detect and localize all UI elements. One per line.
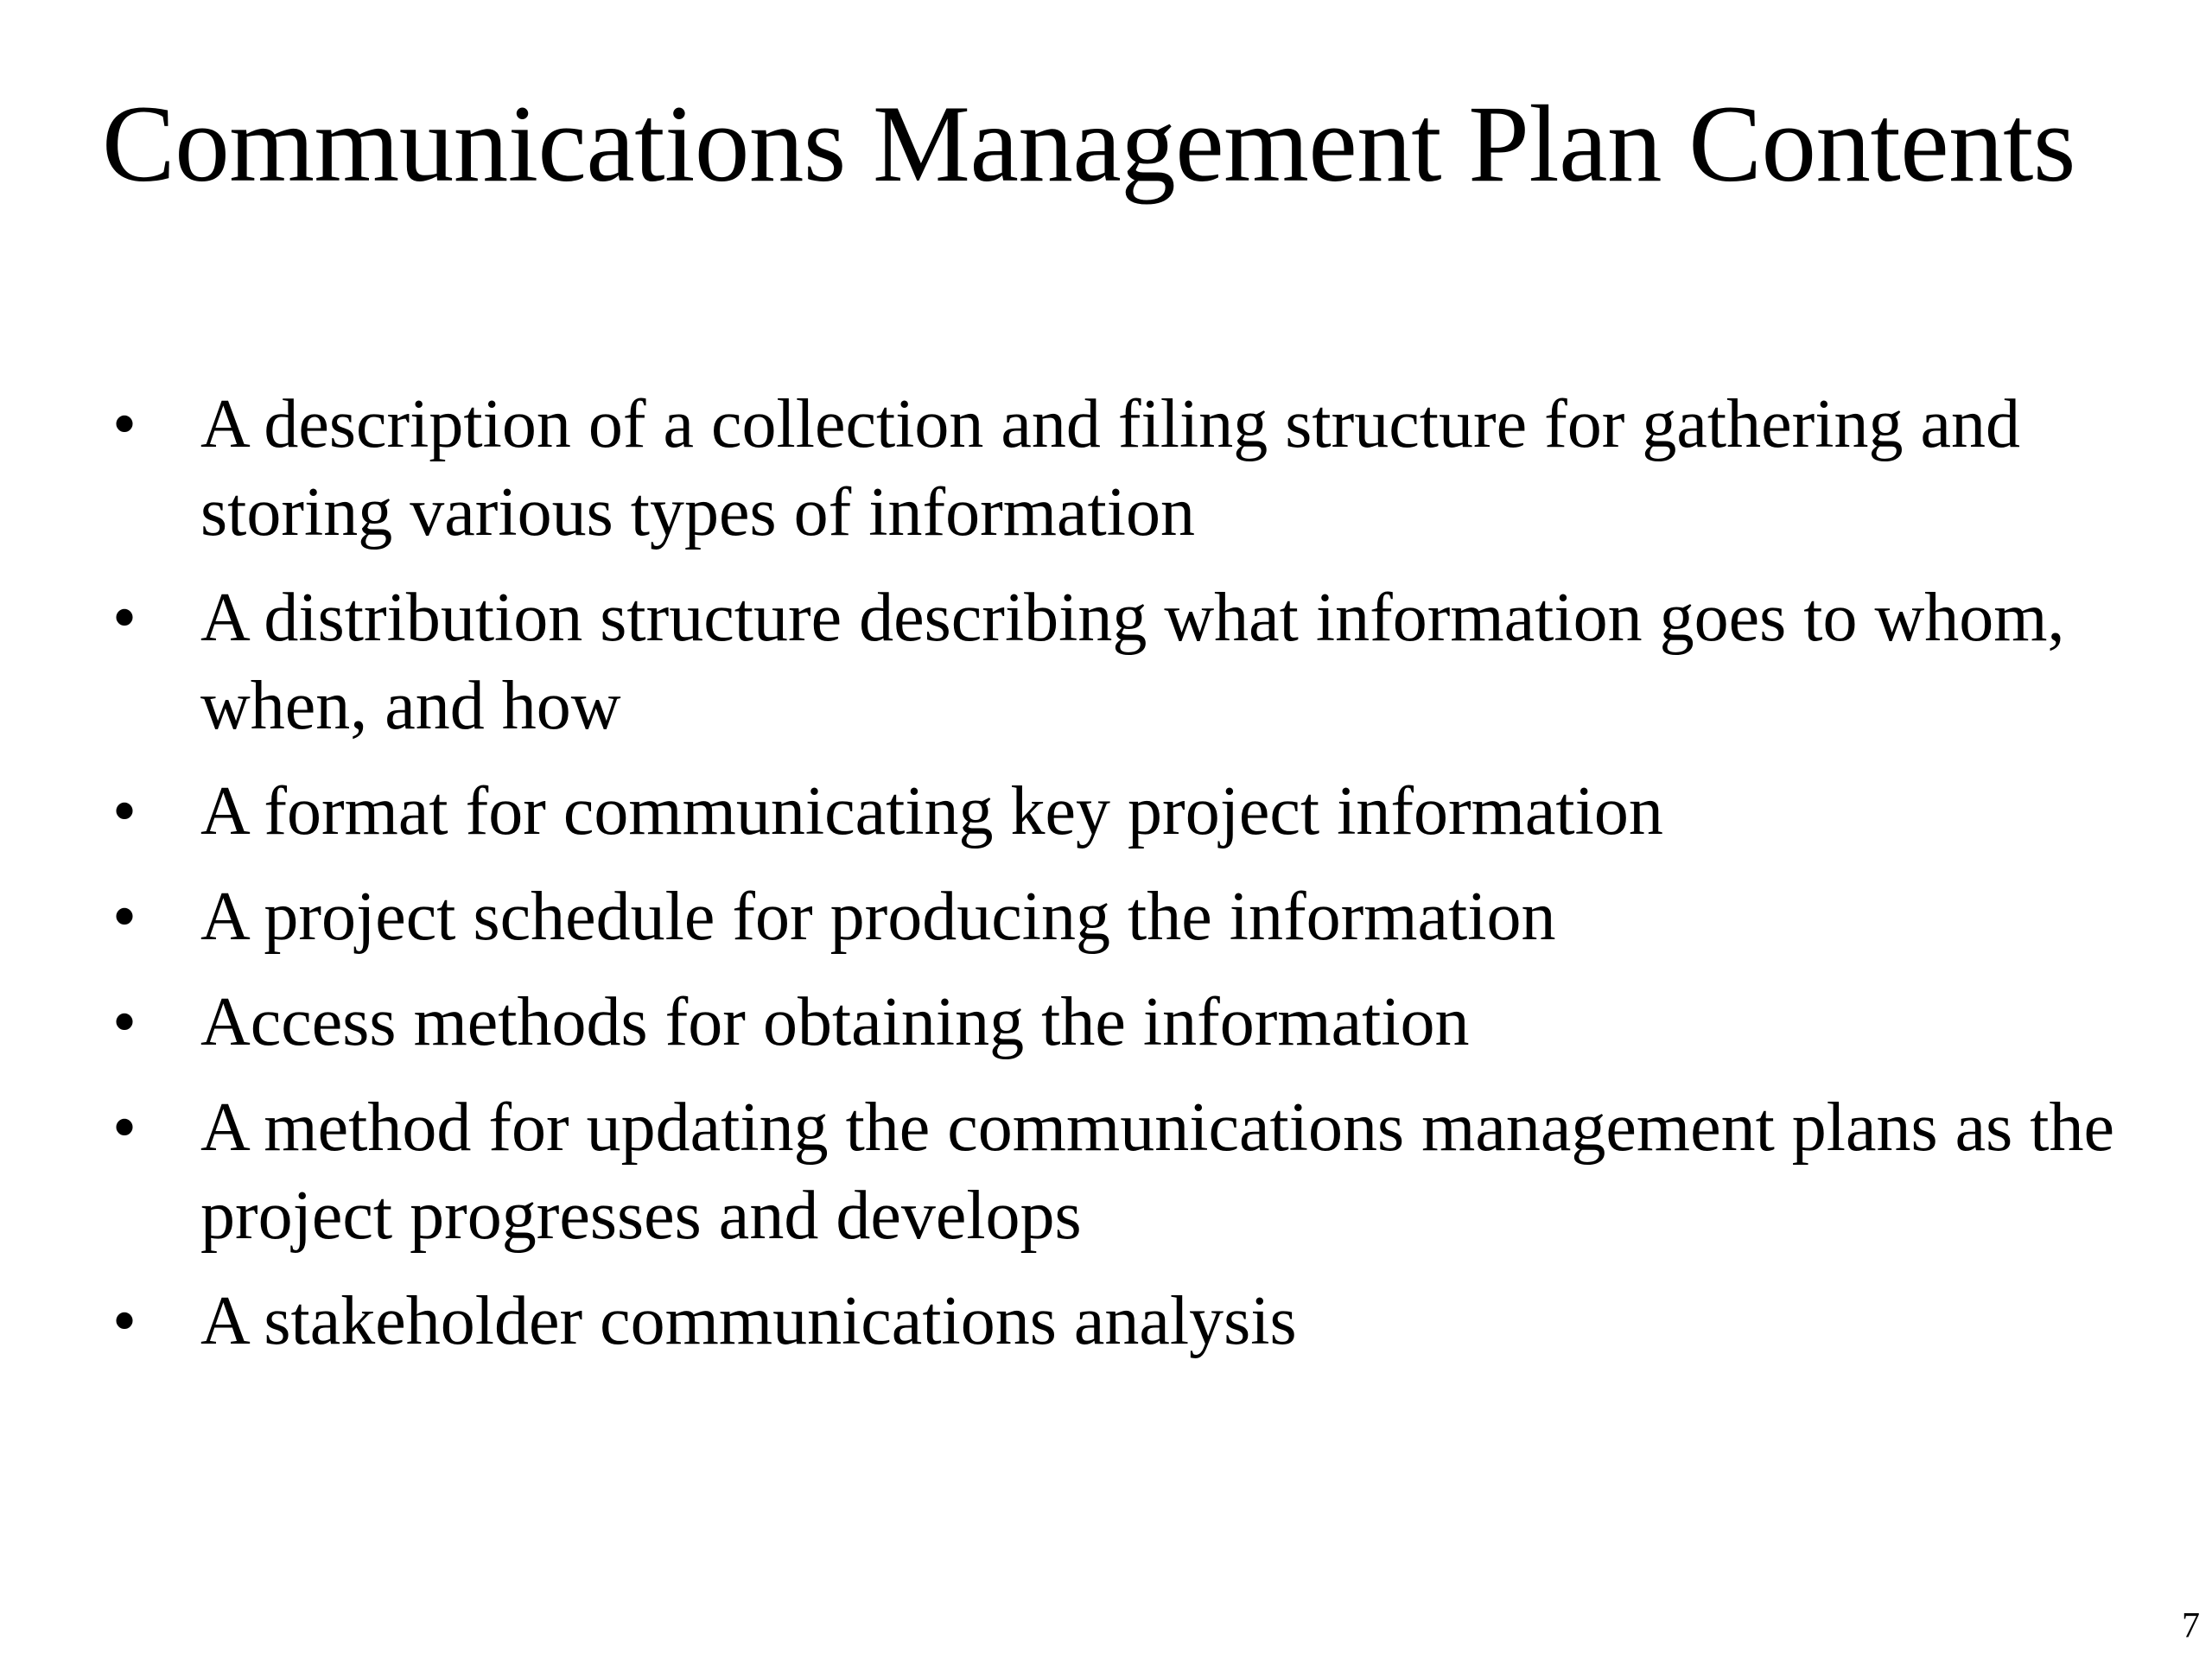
bullet-item-access-methods (0, 978, 2127, 1066)
bullet-item-format (0, 767, 2127, 855)
bullet-item-project-schedule (0, 873, 2127, 961)
bullet-icon: • (112, 773, 137, 849)
bullet-text: A description of a collection and filing structure for gathering and storing various types of information (200, 386, 2021, 550)
bullet-icon: • (112, 386, 137, 462)
bullet-list (0, 380, 2127, 1382)
bullet-icon: • (112, 984, 137, 1060)
bullet-item-distribution-structure (0, 574, 2127, 750)
bullet-text: A stakeholder communications analysis (200, 1283, 1297, 1359)
bullet-icon: • (112, 879, 137, 955)
slide-title: Communications Management Plan Contents (102, 84, 2075, 205)
bullet-item-update-method (0, 1084, 2127, 1260)
page-number: 7 (2182, 1606, 2200, 1646)
bullet-text: A method for updating the communications management plans as the project progresses and develops (200, 1090, 2115, 1254)
bullet-item-collection-filing (0, 380, 2127, 556)
bullet-text: A project schedule for producing the information (200, 879, 1556, 955)
bullet-icon: • (112, 1090, 137, 1166)
bullet-text: A format for communicating key project information (200, 773, 1663, 849)
bullet-text: Access methods for obtaining the information (200, 984, 1470, 1060)
bullet-text: A distribution structure describing what information goes to whom, when, and how (200, 580, 2065, 744)
bullet-icon: • (112, 1283, 137, 1359)
bullet-icon: • (112, 580, 137, 656)
bullet-item-stakeholder-analysis (0, 1277, 2127, 1365)
